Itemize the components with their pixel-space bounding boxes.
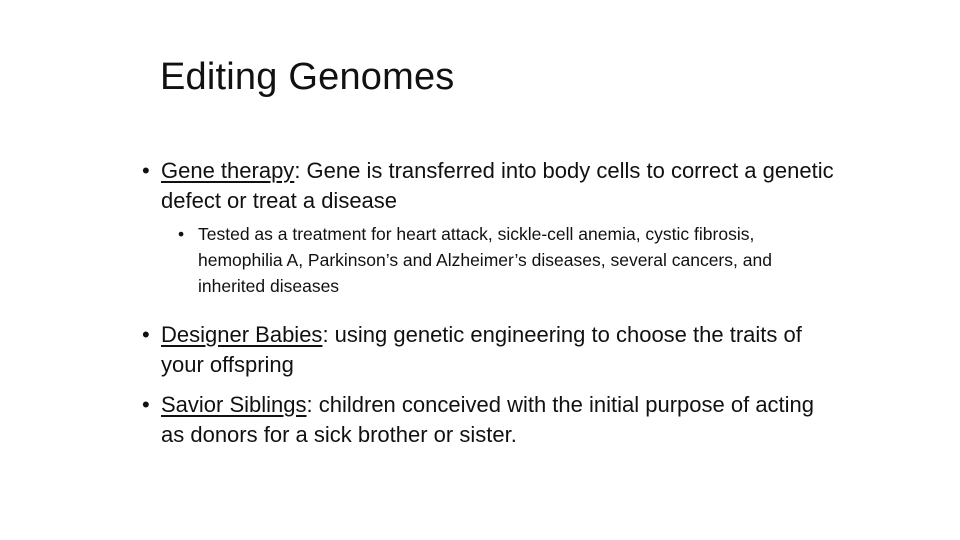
bullet-text: : children conceived with the initial purpose of acting as donors for a sick brother or sister. bbox=[161, 392, 815, 447]
bullet-marker: • bbox=[142, 158, 150, 183]
bullet-text: : using genetic engineering to choose the traits of your offspring bbox=[161, 322, 802, 377]
bullet-marker: • bbox=[142, 392, 150, 417]
bullet-marker: • bbox=[142, 322, 150, 347]
bullet-term: Savior Siblings bbox=[161, 392, 307, 417]
bullet-savior-siblings bbox=[140, 390, 840, 450]
slide-body bbox=[140, 156, 840, 450]
sub-bullet-marker: • bbox=[178, 224, 185, 244]
bullet-designer-babies bbox=[140, 320, 840, 380]
slide-title: Editing Genomes bbox=[160, 56, 455, 98]
bullet-gene-therapy bbox=[140, 156, 840, 216]
bullet-text: : Gene is transferred into body cells to correct a genetic defect or treat a disease bbox=[161, 158, 834, 213]
sub-bullet-gene-therapy-tests bbox=[178, 221, 778, 299]
bullet-term: Gene therapy bbox=[161, 158, 295, 183]
bullet-term: Designer Babies bbox=[161, 322, 323, 347]
sub-bullet-text: Tested as a treatment for heart attack, sickle-cell anemia, cystic fibrosis, hemophilia A, Parkinson’s and Alzheimer’s diseases, several cancers, and inherited diseases bbox=[198, 224, 772, 296]
